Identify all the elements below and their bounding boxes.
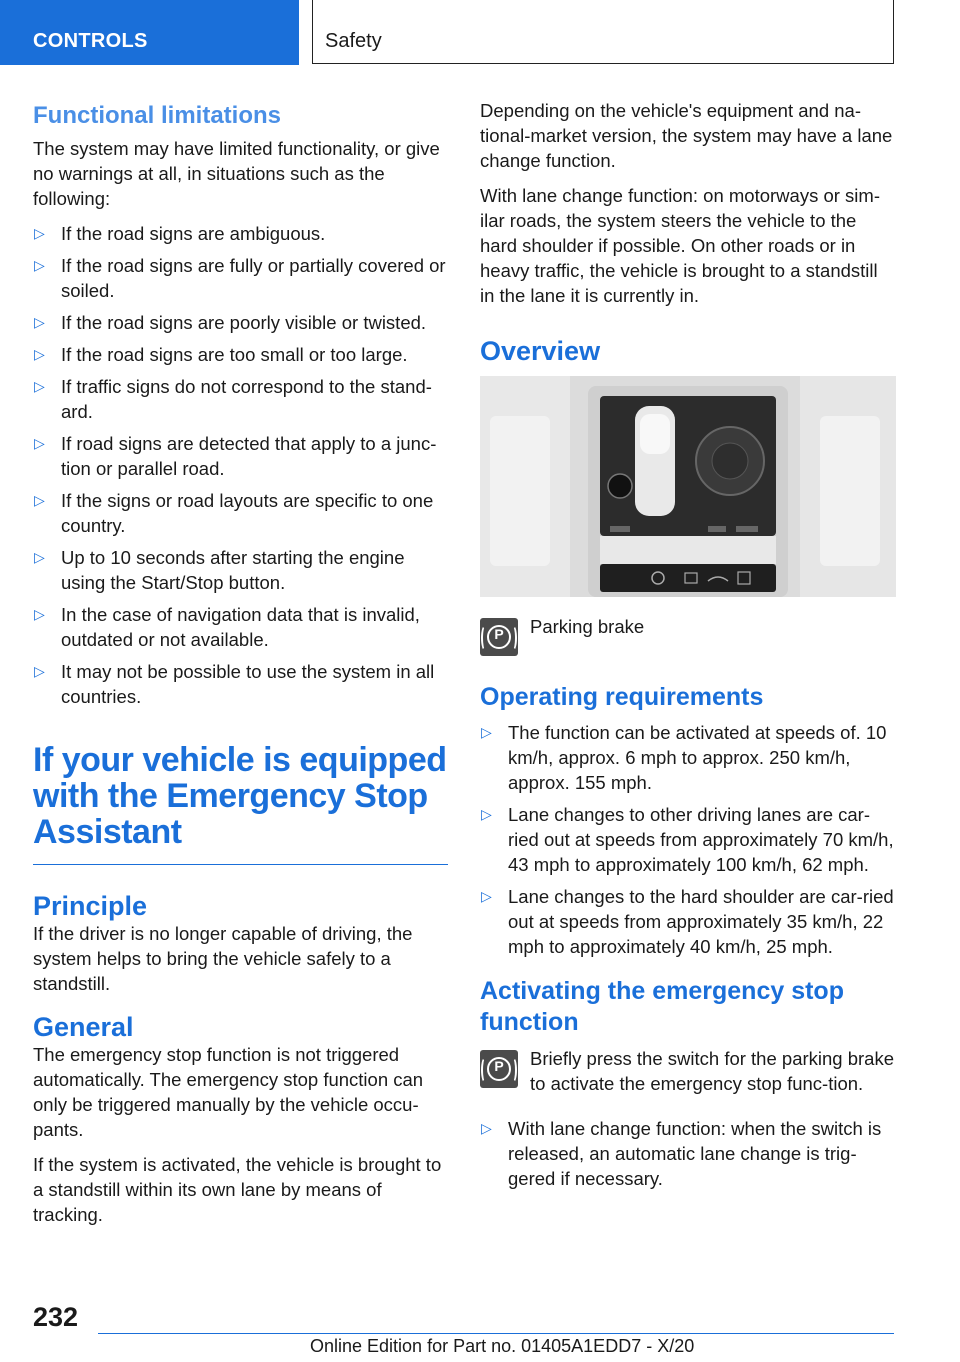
list-item: ▷ If the road signs are too small or too large. bbox=[34, 344, 408, 365]
edition-footer: Online Edition for Part no. 01405A1EDD7 - X/20 bbox=[310, 1336, 695, 1356]
center-console-photo bbox=[480, 376, 896, 597]
list-item: ▷ Lane changes to the hard shoulder are car‐ried out at speeds from approximately 35 km/h, 22 mph to approximately 40 km/h, 25 mph. bbox=[481, 886, 894, 957]
triangle-bullet-icon: ▷ bbox=[481, 888, 492, 904]
list-item: ▷ Lane changes to other driving lanes are car‐ried out at speeds from approximately 70 km/h, 43 mph to approximately 100 km/h, 62 mph. bbox=[481, 804, 894, 875]
list-item: ▷ In the case of navigation data that is invalid, outdated or not available. bbox=[34, 604, 420, 650]
list-item: ▷ If road signs are detected that apply to a junc‐tion or parallel road. bbox=[34, 433, 437, 479]
right-column bbox=[480, 98, 896, 1198]
lane-change-description: With lane change function: on motorways or sim‐ilar roads, the system steers the vehicle to the hard shoulder if possible. On other roads or in heavy traffic, the vehicle is brought to a standstill in the lane it is currently in. bbox=[480, 185, 880, 306]
general-paragraph-2: If the system is activated, the vehicle is brought to a standstill within its own lane by means of tracking. bbox=[33, 1154, 442, 1225]
parking-brake-label: Parking brake bbox=[530, 616, 645, 637]
functional-limitations-intro: The system may have limited functionality, or give no warnings at all, in situations such as the following: bbox=[33, 138, 440, 209]
principle-heading: Principle bbox=[33, 891, 148, 921]
list-item: ▷ The function can be activated at speeds of. 10 km/h, approx. 6 mph to approx. 250 km/h, approx. 155 mph. bbox=[481, 722, 887, 793]
triangle-bullet-icon: ▷ bbox=[34, 314, 45, 330]
overview-heading: Overview bbox=[480, 336, 601, 366]
list-item: ▷ If the road signs are ambiguous. bbox=[34, 223, 326, 244]
principle-text: If the driver is no longer capable of driving, the system helps to bring the vehicle safely to a standstill. bbox=[33, 923, 413, 994]
main-section-heading: If your vehicle is equipped with the Emergency Stop Assistant bbox=[33, 741, 447, 851]
functional-limitations-list bbox=[33, 221, 448, 709]
page-number: 232 bbox=[33, 1302, 79, 1332]
list-item: ▷ If traffic signs do not correspond to the stand‐ard. bbox=[34, 376, 432, 422]
general-paragraph-1: The emergency stop function is not triggered automatically. The emergency stop function can only be triggered manually by the vehicle occu‐pants. bbox=[33, 1044, 424, 1140]
triangle-bullet-icon: ▷ bbox=[34, 492, 45, 508]
operating-requirements-heading: Operating requirements bbox=[480, 683, 764, 711]
operating-requirements-list bbox=[480, 720, 896, 959]
footer-divider bbox=[98, 1333, 894, 1334]
chapter-title: Safety bbox=[325, 30, 382, 52]
activating-block bbox=[480, 1046, 896, 1106]
section-tab bbox=[0, 0, 299, 65]
lane-change-intro: Depending on the vehicle's equipment and na‐tional-market version, the system may have a lane change function. bbox=[480, 100, 893, 171]
general-heading: General bbox=[33, 1012, 134, 1042]
parking-brake-legend bbox=[480, 618, 896, 664]
triangle-bullet-icon: ▷ bbox=[34, 435, 45, 451]
section-title: CONTROLS bbox=[33, 30, 148, 52]
left-column bbox=[33, 98, 448, 1237]
triangle-bullet-icon: ▷ bbox=[34, 225, 45, 241]
triangle-bullet-icon: ▷ bbox=[34, 663, 45, 679]
activating-list bbox=[480, 1116, 896, 1191]
list-item: ▷ It may not be possible to use the system in all countries. bbox=[34, 661, 435, 707]
triangle-bullet-icon: ▷ bbox=[34, 346, 45, 362]
chapter-box bbox=[312, 0, 894, 64]
triangle-bullet-icon: ▷ bbox=[34, 257, 45, 273]
list-item: ▷ If the road signs are fully or partially covered or soiled. bbox=[34, 255, 446, 301]
triangle-bullet-icon: ▷ bbox=[481, 724, 492, 740]
list-item: ▷ With lane change function: when the switch is released, an automatic lane change is trig‐gered if necessary. bbox=[481, 1118, 882, 1189]
list-item: ▷ Up to 10 seconds after starting the engine using the Start/Stop button. bbox=[34, 547, 405, 593]
activating-text: Briefly press the switch for the parking brake to activate the emergency stop func‐tion. bbox=[530, 1048, 894, 1094]
triangle-bullet-icon: ▷ bbox=[34, 549, 45, 565]
functional-limitations-heading: Functional limitations bbox=[33, 102, 282, 129]
parking-brake-icon: P bbox=[480, 1050, 518, 1088]
list-item: ▷ If the signs or road layouts are specific to one country. bbox=[34, 490, 434, 536]
triangle-bullet-icon: ▷ bbox=[481, 806, 492, 822]
heading-divider bbox=[33, 864, 448, 865]
triangle-bullet-icon: ▷ bbox=[481, 1120, 492, 1136]
parking-brake-icon: P bbox=[480, 618, 518, 656]
triangle-bullet-icon: ▷ bbox=[34, 378, 45, 394]
triangle-bullet-icon: ▷ bbox=[34, 606, 45, 622]
list-item: ▷ If the road signs are poorly visible or twisted. bbox=[34, 312, 427, 333]
activating-heading: Activating the emergency stop function bbox=[480, 977, 844, 1036]
